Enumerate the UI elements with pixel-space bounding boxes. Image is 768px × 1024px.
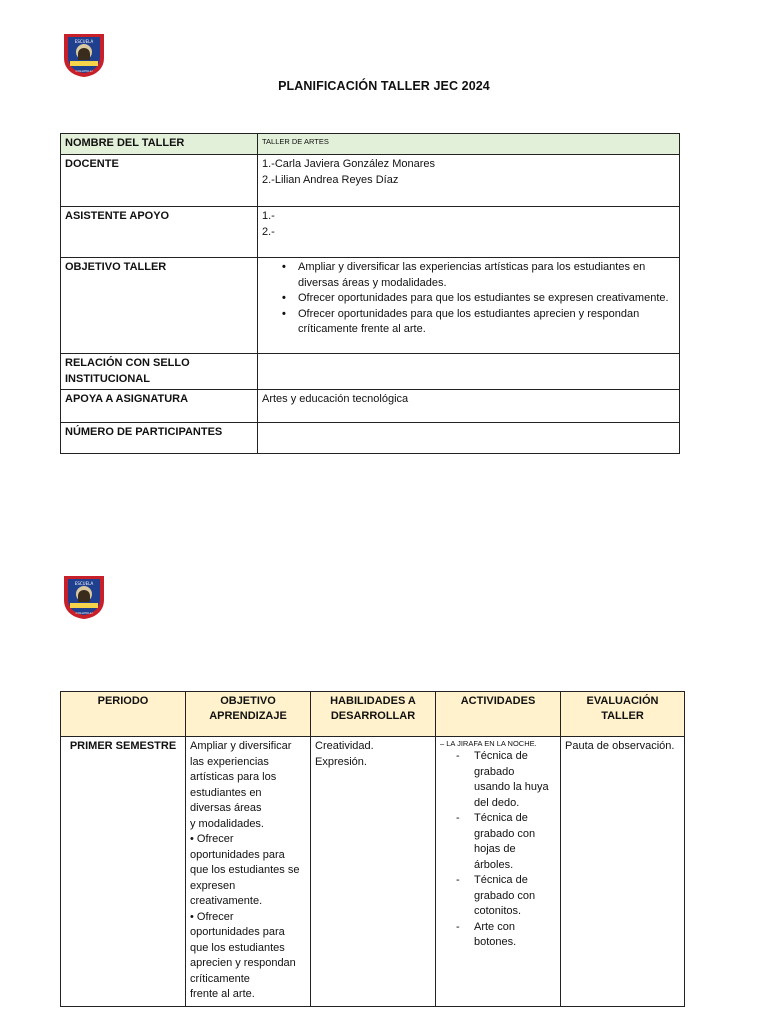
list-item: • Ampliar y diversificar las experiencias artísticas para los estudiantes en diversas áreas y modalidades. xyxy=(298,260,675,291)
objective-line: oportunidades para xyxy=(190,926,285,938)
activity-line: grabado xyxy=(474,765,515,778)
objective-line: que los estudiantes se xyxy=(190,864,300,876)
teacher-2: 2.-Lilian Andrea Reyes Díaz xyxy=(262,173,399,186)
row-label: NÚMERO DE PARTICIPANTES xyxy=(61,423,258,454)
objective-line: Ampliar y diversificar xyxy=(190,740,292,752)
table-row xyxy=(61,134,680,155)
teachers-cell xyxy=(258,155,680,207)
logo-text-bottom: COLLIPULLI xyxy=(75,69,93,73)
objective-line: frente al arte. xyxy=(190,988,255,1000)
activity-line: del dedo. xyxy=(474,796,520,809)
row-label: ASISTENTE APOYO xyxy=(61,207,258,258)
activity-line: grabado con xyxy=(474,889,536,902)
activity-line: hojas de xyxy=(474,843,516,855)
objective-cell xyxy=(186,737,311,1007)
row-label: OBJETIVO TALLER xyxy=(61,258,258,354)
activity-line: - Técnica de xyxy=(474,812,528,824)
objective-lines xyxy=(190,739,306,1003)
table-row xyxy=(61,390,680,423)
objective-line: aprecien y respondan xyxy=(190,957,296,969)
table-row xyxy=(61,354,680,390)
activities-title: – LA JIRAFA EN LA NOCHE. xyxy=(440,739,537,748)
activity-line: grabado con xyxy=(474,827,536,840)
list-item xyxy=(440,920,556,951)
row-label: DOCENTE xyxy=(61,155,258,207)
objective-line: que los estudiantes xyxy=(190,941,285,954)
subject-cell: Artes y educación tecnológica xyxy=(258,390,680,423)
row-label: NOMBRE DEL TALLER xyxy=(61,134,258,155)
list-item: • Ofrecer oportunidades para que los estudiantes aprecien y respondan críticamente frente al arte. xyxy=(298,307,675,338)
list-item xyxy=(440,873,556,920)
list-item xyxy=(440,749,556,811)
logo-text-bottom: COLLIPULLI xyxy=(75,611,93,615)
teacher-1: 1.-Carla Javiera González Monares xyxy=(262,158,436,170)
objective-line: expresen xyxy=(190,879,236,892)
objective-line: y modalidades. xyxy=(190,817,264,830)
column-header: ACTIVIDADES xyxy=(436,692,561,737)
table-row xyxy=(61,207,680,258)
table-row xyxy=(61,423,680,454)
activities-list xyxy=(440,749,556,951)
objective-line: • Ofrecer xyxy=(190,833,234,845)
skills-cell xyxy=(311,737,436,1007)
activity-line: cotonitos. xyxy=(474,905,522,917)
row-label: RELACIÓN CON SELLO INSTITUCIONAL xyxy=(61,354,258,390)
objectives-list xyxy=(262,260,675,338)
column-header: HABILIDADES A DESARROLLAR xyxy=(311,692,436,737)
activity-line: - Técnica de xyxy=(474,874,528,886)
assistants-cell xyxy=(258,207,680,258)
objective-line: creativamente. xyxy=(190,895,263,907)
activities-cell xyxy=(436,737,561,1007)
objective-line: críticamente xyxy=(190,972,250,985)
column-header: PERIODO xyxy=(61,692,186,737)
objective-line: artísticas para los xyxy=(190,771,277,783)
page-title: PLANIFICACIÓN TALLER JEC 2024 xyxy=(278,79,490,93)
table-row xyxy=(61,737,685,1007)
objective-line: oportunidades para xyxy=(190,848,285,861)
row-label: APOYA A ASIGNATURA xyxy=(61,390,258,423)
objective-line: estudiantes en xyxy=(190,786,262,799)
school-logo xyxy=(62,32,106,78)
skill-item: Expresión. xyxy=(315,755,367,768)
objectives-cell xyxy=(258,258,680,354)
list-item xyxy=(440,811,556,873)
seal-relation-cell xyxy=(258,354,680,390)
objective-line: • Ofrecer xyxy=(190,910,234,923)
column-header: OBJETIVO APRENDIZAJE xyxy=(186,692,311,737)
logo-text-top: ESCUELA xyxy=(74,39,94,44)
info-table xyxy=(60,133,680,454)
logo-text-top: ESCUELA xyxy=(74,581,94,586)
skill-item: Creatividad. xyxy=(315,740,374,752)
period-cell: PRIMER SEMESTRE xyxy=(61,737,186,1007)
activity-line: - Técnica de xyxy=(474,750,528,762)
activity-line: - Arte con xyxy=(474,920,515,933)
table-row xyxy=(61,258,680,354)
column-header: EVALUACIÓN TALLER xyxy=(561,692,685,737)
objective-line: las experiencias xyxy=(190,755,269,768)
assistant-2: 2.- xyxy=(262,225,275,238)
table-row xyxy=(61,155,680,207)
activity-line: botones. xyxy=(474,936,517,948)
school-logo xyxy=(62,574,106,620)
workshop-name: TALLER DE ARTES xyxy=(258,134,680,155)
activity-line: usando la huya xyxy=(474,781,549,793)
objective-line: diversas áreas xyxy=(190,802,262,814)
planning-table xyxy=(60,691,685,1007)
list-item: • Ofrecer oportunidades para que los estudiantes se expresen creativamente. xyxy=(298,291,675,307)
assistant-1: 1.- xyxy=(262,210,275,222)
table-header-row xyxy=(61,692,685,737)
evaluation-cell: Pauta de observación. xyxy=(561,737,685,1007)
participants-cell xyxy=(258,423,680,454)
activity-line: árboles. xyxy=(474,858,514,871)
